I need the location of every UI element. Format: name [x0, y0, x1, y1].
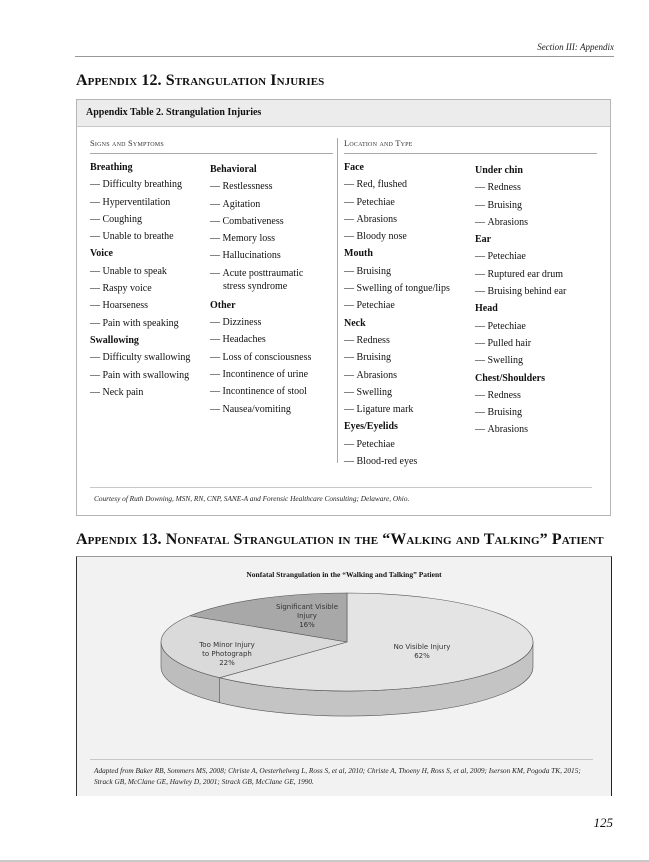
group-heading: Swallowing: [90, 334, 139, 346]
location-type-header: Location and Type: [344, 138, 413, 148]
list-item: — Ruptured ear drum: [475, 266, 566, 283]
chart-footer-rule: [90, 759, 593, 760]
list-item: — Pulled hair: [475, 335, 566, 352]
list-item: — Hallucinations: [210, 247, 311, 264]
signs-symptoms-header: Signs and Symptoms: [90, 138, 164, 148]
group-heading: Other: [210, 299, 236, 311]
list-item: — Abrasions: [344, 211, 450, 228]
group-heading: Voice: [90, 248, 113, 260]
list-item: — Raspy voice: [90, 280, 190, 297]
list-item: — Petechiae: [344, 194, 450, 211]
list-item: — Acute posttraumatic: [210, 267, 311, 280]
group-heading: Face: [344, 162, 364, 173]
list-item: — Bruising behind ear: [475, 283, 566, 300]
list-item: — Coughing: [90, 211, 190, 228]
appendix-12-title: Appendix 12. Strangulation Injuries: [76, 72, 325, 89]
list-item: — Bruising: [475, 404, 566, 421]
list-item: — Combativeness: [210, 213, 311, 230]
list-item: — Loss of consciousness: [210, 349, 311, 366]
location-column-2: [475, 162, 566, 439]
signs-column-1: [90, 159, 190, 401]
list-item: — Ligature mark: [344, 401, 450, 418]
list-item: — Abrasions: [475, 421, 566, 438]
list-item: — Petechiae: [475, 248, 566, 265]
list-item: — Unable to speak: [90, 263, 190, 280]
list-item: — Dizziness: [210, 314, 311, 331]
group-heading: Ear: [475, 234, 492, 246]
list-item: — Neck pain: [90, 384, 190, 401]
chart-credit: Adapted from Baker RB, Sommers MS, 2008; Christe A, Oesterhelweg L, Ross S, et al, 2010; Christe A, Thoeny H, Ross S, et al, 2009; Iserson KM, Pogoda TK, 2015; Strack GB, McClane GE, Hawley D, 2001; Strack GB, McClane GE, 1990.: [94, 766, 581, 786]
list-item: — Hyperventilation: [90, 194, 190, 211]
list-item: — Hoarseness: [90, 297, 190, 314]
list-item: — Incontinence of stool: [210, 383, 311, 400]
list-item: — Bloody nose: [344, 228, 450, 245]
group-heading: Neck: [344, 317, 366, 329]
list-item: — Bruising: [475, 197, 566, 214]
running-head: Section III: Appendix: [537, 42, 614, 52]
pie-chart-box: [76, 556, 612, 796]
list-item: — Abrasions: [475, 214, 566, 231]
list-item: — Bruising: [344, 263, 450, 280]
group-heading: Chest/Shoulders: [475, 372, 546, 384]
list-item: — Redness: [475, 387, 566, 404]
group-heading: Eyes/Eyelids: [344, 421, 398, 433]
list-item: — Red, flushed: [344, 176, 450, 193]
list-item: — Difficulty swallowing: [90, 349, 190, 366]
list-item: — Memory loss: [210, 230, 311, 247]
strangulation-injuries-table: [76, 99, 611, 516]
list-item: — Swelling: [344, 384, 450, 401]
list-item: — Petechiae: [344, 436, 450, 453]
page-number: 125: [593, 815, 613, 830]
list-item: — Redness: [344, 332, 450, 349]
group-heading: Head: [475, 303, 498, 315]
signs-header-rule: [90, 153, 333, 154]
list-item: — Difficulty breathing: [90, 176, 190, 193]
pie-chart: [77, 557, 611, 757]
table-credit: Courtesy of Ruth Downing, MSN, RN, CNP, SANE-A and Forensic Healthcare Consulting; Delaware, Ohio.: [94, 494, 410, 503]
chart-title: Nonfatal Strangulation in the “Walking and Talking” Patient: [246, 570, 442, 579]
list-item: — Petechiae: [344, 297, 450, 314]
group-heading: Behavioral: [210, 164, 257, 175]
list-item: — Pain with speaking: [90, 315, 190, 332]
list-item: — Redness: [475, 179, 566, 196]
location-header-rule: [344, 153, 597, 154]
group-heading: Under chin: [475, 165, 523, 176]
list-item: — Nausea/vomiting: [210, 401, 311, 418]
list-item: — Petechiae: [475, 318, 566, 335]
list-item: — Incontinence of urine: [210, 366, 311, 383]
list-item: — Bruising: [344, 349, 450, 366]
list-item: stress syndrome: [223, 280, 288, 292]
pie-label-0: No Visible Injury 62%: [393, 643, 451, 660]
header-rule: [75, 56, 614, 57]
list-item: — Blood-red eyes: [344, 453, 450, 470]
signs-column-2: [210, 161, 311, 418]
pie-label-2: Significant Visible Injury 16%: [275, 603, 339, 629]
list-item: — Restlessness: [210, 178, 311, 195]
list-item: — Headaches: [210, 331, 311, 348]
group-heading: Mouth: [344, 248, 373, 260]
table-footer-rule: [90, 487, 592, 488]
appendix-13-title: Appendix 13. Nonfatal Strangulation in the “Walking and Talking” Patient: [76, 531, 604, 548]
pie-label-1: Too Minor Injury to Photograph 22%: [199, 641, 255, 667]
column-divider: [337, 138, 338, 463]
table-caption: Appendix Table 2. Strangulation Injuries: [77, 100, 610, 127]
list-item: — Swelling: [475, 352, 566, 369]
list-item: — Agitation: [210, 196, 311, 213]
list-item: — Pain with swallowing: [90, 367, 190, 384]
list-item: — Unable to breathe: [90, 228, 190, 245]
group-heading: Breathing: [90, 162, 133, 173]
location-column-1: [344, 159, 450, 470]
list-item: — Abrasions: [344, 367, 450, 384]
list-item: — Swelling of tongue/lips: [344, 280, 450, 297]
